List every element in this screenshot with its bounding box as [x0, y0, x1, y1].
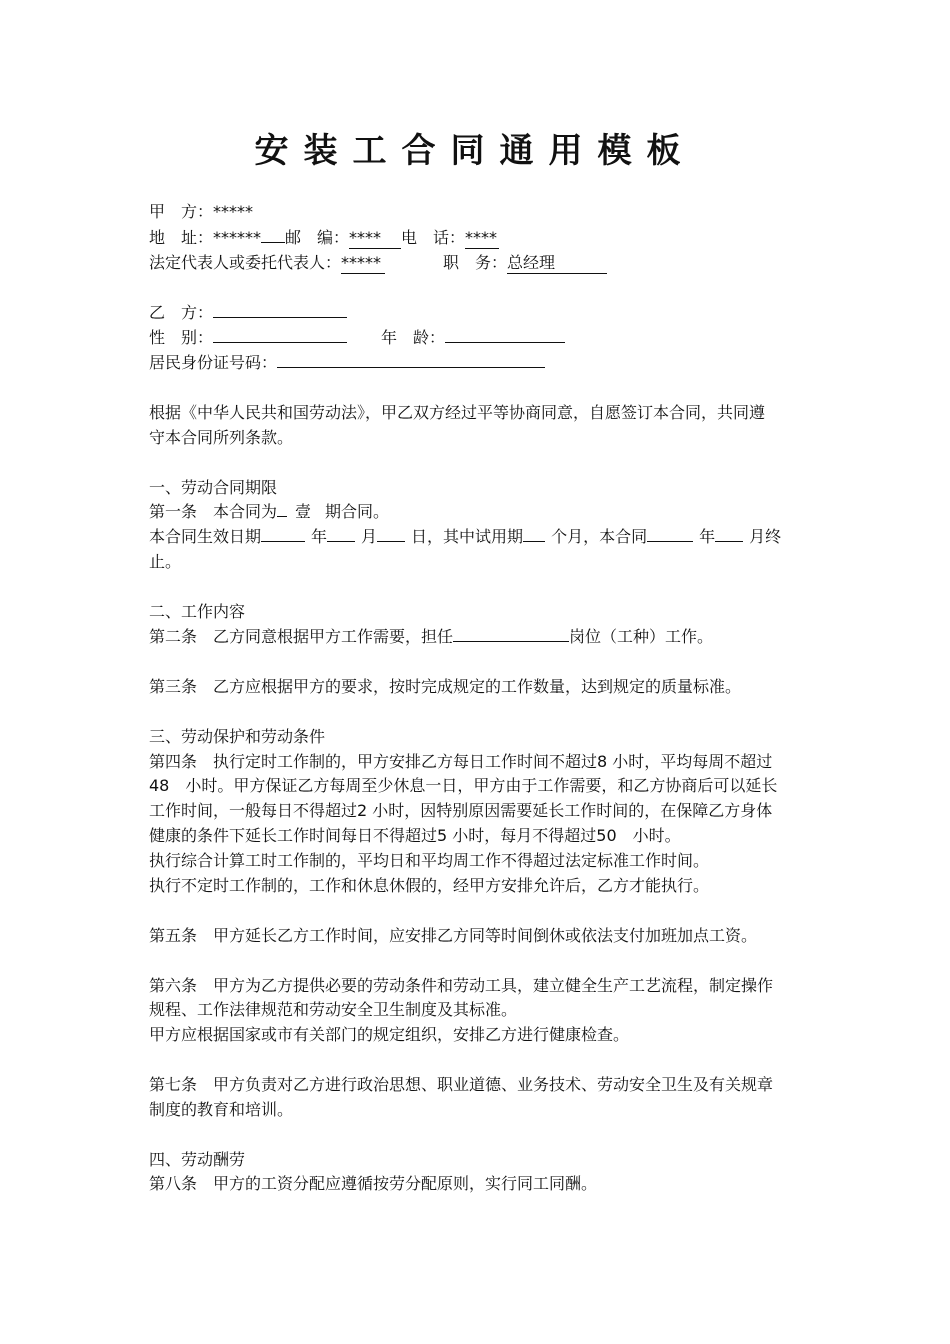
gender-blank — [213, 342, 347, 343]
effective-date-label: 本合同生效日期 — [149, 527, 262, 546]
probation-blank — [523, 541, 545, 542]
section-2-heading: 二、工作内容 — [149, 602, 246, 621]
start-year-blank — [261, 541, 305, 542]
start-day-blank — [377, 541, 405, 542]
article-4-line-2: 48 小时。甲方保证乙方每周至少休息一日，甲方由于工作需要，和乙方协商后可以延长 — [149, 776, 778, 795]
article-4-line-1: 第四条 执行定时工作制的，甲方安排乙方每日工作时间不超过8 小时，平均每周不超过 — [149, 752, 773, 771]
gender-label: 性 别： — [149, 328, 214, 347]
year-label: 年 — [311, 527, 328, 546]
end-month-blank — [715, 541, 743, 542]
article-4-line-5: 执行综合计算工时工作制的，平均日和平均周工作不得超过法定标准工作时间。 — [149, 851, 710, 870]
id-number-blank — [277, 367, 545, 368]
address-value: ****** — [213, 228, 262, 247]
contract-term-blank — [277, 516, 287, 517]
preamble-line-2: 守本合同所列条款。 — [149, 428, 294, 447]
representative-line — [149, 250, 809, 275]
article-4-line-6: 执行不定时工作制的，工作和休息休假的，经甲方安排允许后，乙方才能执行。 — [149, 876, 710, 895]
article-1-line-1 — [149, 499, 809, 524]
article-1-line-2 — [149, 524, 809, 549]
party-a-value: ***** — [213, 202, 254, 221]
end-date-label: 个月，本合同 — [551, 527, 648, 546]
postcode-label: 邮 编： — [285, 228, 350, 247]
age-blank — [445, 342, 565, 343]
address-label: 地 址： — [149, 228, 214, 247]
contract-term-value: 壹 — [295, 502, 312, 521]
article-7-line-2: 制度的教育和培训。 — [149, 1100, 294, 1119]
article-7-line-1: 第七条 甲方负责对乙方进行政治思想、职业道德、业务技术、劳动安全卫生及有关规章 — [149, 1075, 774, 1094]
article-1-text: 第一条 本合同为 — [149, 502, 278, 521]
probation-label: 日，其中试用期 — [411, 527, 524, 546]
party-b-blank — [213, 317, 347, 318]
id-number-label: 居民身份证号码： — [149, 353, 278, 372]
article-6-line-1: 第六条 甲方为乙方提供必要的劳动条件和劳动工具，建立健全生产工艺流程，制定操作 — [149, 976, 774, 995]
article-6-line-3: 甲方应根据国家或市有关部门的规定组织，安排乙方进行健康检查。 — [149, 1025, 630, 1044]
article-8: 第八条 甲方的工资分配应遵循按劳分配原则，实行同工同酬。 — [149, 1174, 598, 1193]
representative-label: 法定代表人或委托代表人： — [149, 253, 342, 272]
position-blank — [453, 641, 569, 642]
article-2-text-end: 岗位（工种）工作。 — [569, 627, 714, 646]
article-1-text-end: 期合同。 — [325, 502, 390, 521]
article-4-line-4: 健康的条件下延长工作时间每日不得超过5 小时，每月不得超过50 小时。 — [149, 826, 681, 845]
party-a-label: 甲 方： — [149, 202, 214, 221]
article-2-text: 第二条 乙方同意根据甲方工作需要，担任 — [149, 627, 454, 646]
section-3-heading: 三、劳动保护和劳动条件 — [149, 727, 326, 746]
end-year-label: 年 — [699, 527, 716, 546]
address-line — [149, 225, 809, 250]
party-a-line — [149, 199, 809, 224]
address-blank — [261, 242, 285, 243]
age-label: 年 龄： — [381, 328, 446, 347]
month-label: 月 — [361, 527, 378, 546]
start-month-blank — [327, 541, 355, 542]
id-number-line — [149, 350, 809, 375]
gender-age-line — [149, 325, 809, 350]
end-month-label: 月终 — [749, 527, 782, 546]
postcode-value: **** — [349, 228, 401, 249]
phone-value: **** — [465, 228, 498, 247]
article-1-line-3: 止。 — [149, 552, 182, 571]
section-4-heading: 四、劳动酬劳 — [149, 1150, 246, 1169]
representative-value: ***** — [341, 253, 385, 274]
party-b-line — [149, 300, 809, 325]
phone-label: 电 话： — [401, 228, 466, 247]
article-3: 第三条 乙方应根据甲方的要求，按时完成规定的工作数量，达到规定的质量标准。 — [149, 677, 742, 696]
article-4-line-3: 工作时间，一般每日不得超过2 小时，因特别原因需要延长工作时间的，在保障乙方身体 — [149, 801, 773, 820]
article-6-line-2: 规程、工作法律规范和劳动安全卫生制度及其标准。 — [149, 1000, 518, 1019]
preamble-line-1: 根据《中华人民共和国劳动法》，甲乙双方经过平等协商同意，自愿签订本合同，共同遵 — [149, 403, 766, 422]
article-2 — [149, 624, 809, 649]
document-title: 安装工合同通用模板 — [254, 131, 696, 171]
position-label: 职 务： — [443, 253, 508, 272]
party-b-label: 乙 方： — [149, 303, 214, 322]
position-value: 总经理 — [507, 253, 607, 274]
end-year-blank — [647, 541, 693, 542]
section-1-heading: 一、劳动合同期限 — [149, 478, 278, 497]
article-5: 第五条 甲方延长乙方工作时间，应安排乙方同等时间倒休或依法支付加班加点工资。 — [149, 926, 758, 945]
